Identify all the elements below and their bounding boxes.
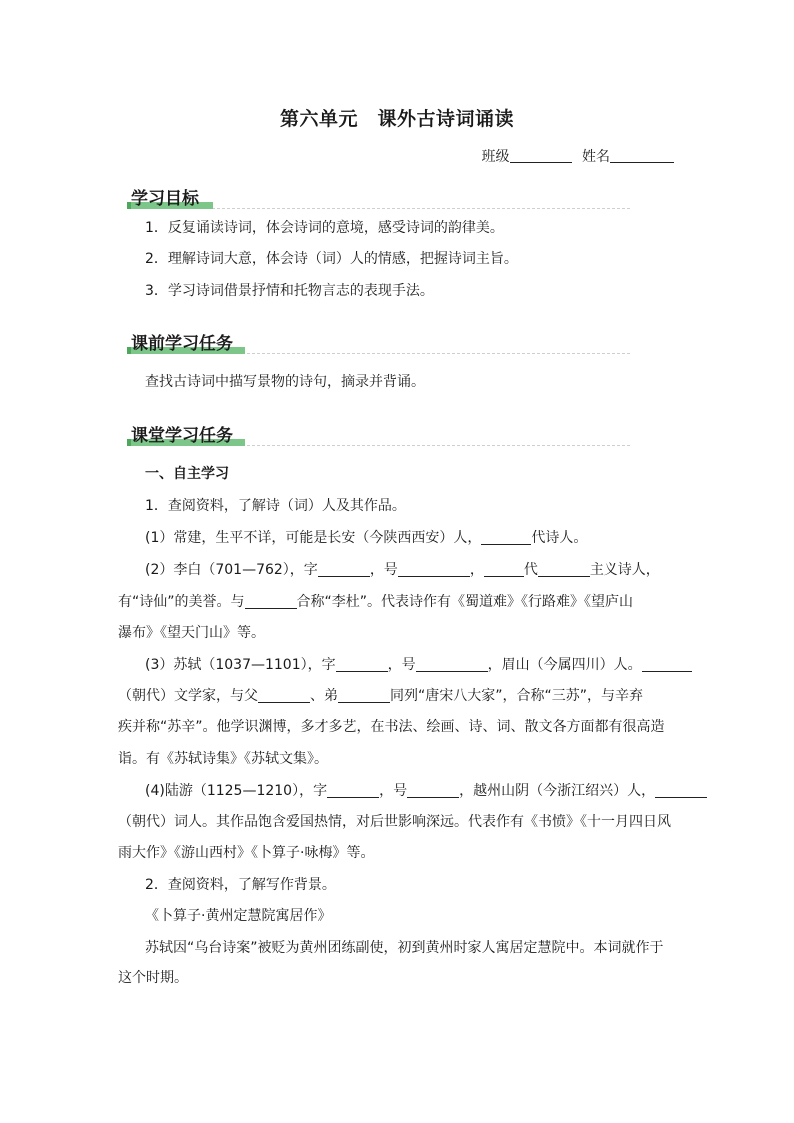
answer-blank[interactable]: [538, 562, 590, 577]
goal-item: 2．理解诗词大意，体会诗（词）人的情感，把握诗词主旨。: [145, 251, 518, 267]
answer-blank[interactable]: [407, 783, 459, 798]
section-title: 课前学习任务: [131, 334, 233, 354]
paragraph-libai-line3: 瀑布》《望天门山》等。: [118, 625, 265, 641]
answer-blank[interactable]: [642, 657, 692, 672]
background-line2: 这个时期。: [118, 970, 188, 986]
answer-blank[interactable]: [398, 562, 470, 577]
section-heading-goals: [127, 184, 630, 210]
answer-blank[interactable]: [655, 783, 707, 798]
answer-blank[interactable]: [336, 657, 388, 672]
paragraph-luyou-line2: （朝代）词人。其作品饱含爱国热情，对后世影响深远。代表作有《书愤》《十一月四日风: [118, 814, 671, 830]
name-label: 姓名: [582, 149, 610, 165]
answer-blank[interactable]: [484, 562, 524, 577]
answer-blank[interactable]: [416, 657, 488, 672]
poem-title: 《卜算子·黄州定慧院寓居作》: [145, 908, 332, 924]
paragraph-changjian: (1）常建，生平不详，可能是长安（今陕西西安）人， 代诗人。: [145, 530, 588, 546]
paragraph-sushi-line2: （朝代）文学家，与父 、弟 同列“唐宋八大家”，合称“三苏”，与辛弃: [118, 688, 644, 704]
answer-blank[interactable]: [338, 688, 390, 703]
answer-blank[interactable]: [245, 594, 297, 609]
class-name-fields: [482, 146, 674, 166]
task-1: 1．查阅资料，了解诗（词）人及其作品。: [145, 498, 406, 514]
answer-blank[interactable]: [481, 530, 531, 545]
paragraph-sushi-line3: 疾并称“苏辛”。他学识渊博，多才多艺，在书法、绘画、诗、词、散文各方面都有很高造: [118, 719, 665, 735]
goal-item: 1．反复诵读诗词，体会诗词的意境，感受诗词的韵律美。: [145, 220, 504, 236]
paragraph-luyou-line3: 雨大作》《游山西村》《卜算子·咏梅》等。: [118, 845, 375, 861]
page-title: 第六单元 课外古诗词诵读: [279, 108, 514, 130]
section-heading-in-class: [127, 421, 630, 447]
background-line1: 苏轼因“乌台诗案”被贬为黄州团练副使，初到黄州时家人寓居定慧院中。本词就作于: [145, 940, 664, 956]
paragraph-libai-line2: 有“诗仙”的美誉。与 合称“李杜”。代表诗作有《蜀道难》《行路难》《望庐山: [118, 594, 634, 610]
class-blank[interactable]: [510, 148, 572, 163]
paragraph-luyou-line1: (4)陆游（1125—1210），字 ，号 ，越州山阴（今浙江绍兴）人，: [145, 781, 676, 801]
task-2: 2．查阅资料，了解写作背景。: [145, 877, 336, 893]
answer-blank[interactable]: [318, 562, 370, 577]
paragraph-libai-line1: (2）李白（701—762），字 ，号 ， 代 主义诗人，: [145, 562, 660, 578]
answer-blank[interactable]: [258, 688, 310, 703]
name-blank[interactable]: [610, 148, 674, 163]
paragraph-sushi-line1: (3）苏轼（1037—1101），字 ，号 ，眉山（今属四川）人。: [145, 655, 676, 675]
sub-heading: 一、自主学习: [145, 466, 229, 482]
answer-blank[interactable]: [327, 783, 379, 798]
section-heading-pre-class: [127, 329, 630, 355]
class-label: 班级: [481, 149, 510, 165]
section-title: 学习目标: [131, 189, 199, 209]
section-title: 课堂学习任务: [131, 426, 233, 446]
pre-class-task: 查找古诗词中描写景物的诗句，摘录并背诵。: [145, 374, 425, 390]
goal-item: 3．学习诗词借景抒情和托物言志的表现手法。: [145, 283, 434, 299]
paragraph-sushi-line4: 诣。有《苏轼诗集》《苏轼文集》。: [118, 751, 328, 767]
